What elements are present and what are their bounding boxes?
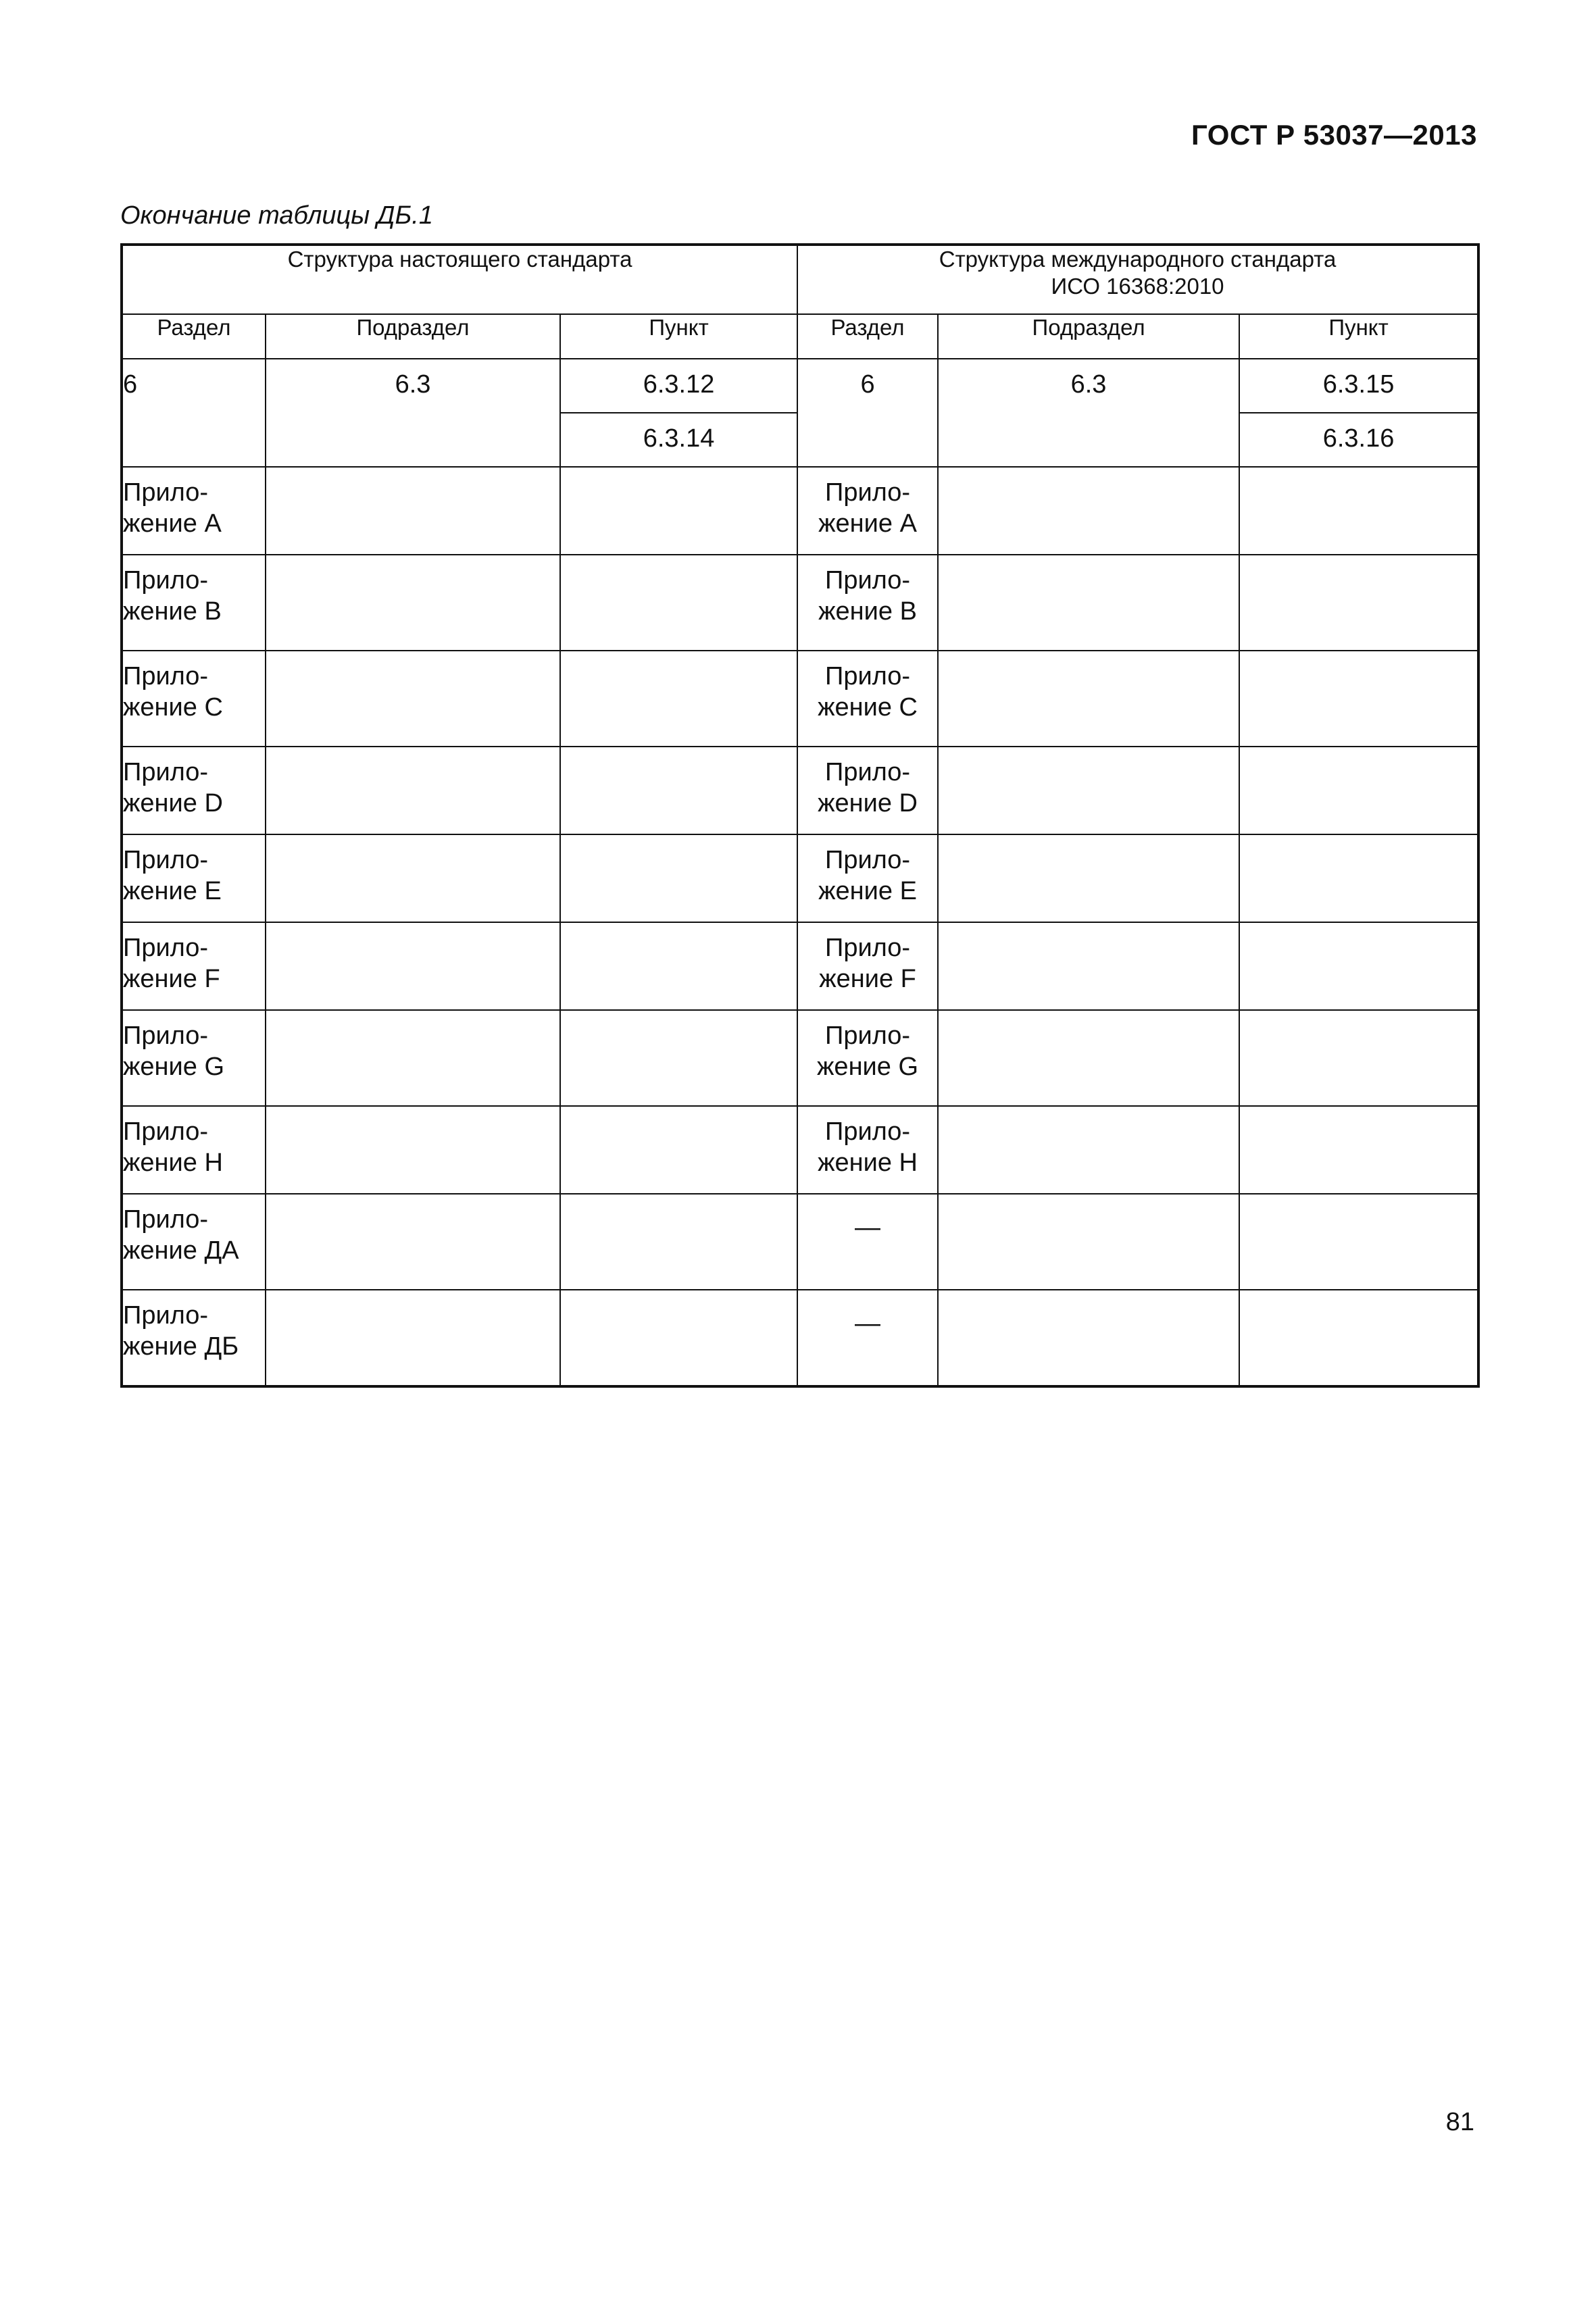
cell-appendix-left: Прило- жение G	[122, 1010, 266, 1106]
table-row	[122, 651, 1478, 747]
cell-empty	[266, 834, 560, 922]
cell-empty	[560, 1194, 797, 1290]
cell-empty	[266, 747, 560, 834]
cell-empty	[1239, 834, 1478, 922]
page-number: 81	[1445, 2108, 1474, 2136]
col-header-section-left: Раздел	[122, 314, 266, 359]
cell-empty	[266, 467, 560, 555]
cell-empty	[938, 834, 1239, 922]
table-row	[122, 922, 1478, 1010]
table-row	[122, 1106, 1478, 1194]
cell-appendix-right: Прило- жение A	[797, 467, 938, 555]
cell-empty	[266, 1106, 560, 1194]
cell-appendix-right: Прило- жение C	[797, 651, 938, 747]
cell-empty	[1239, 1194, 1478, 1290]
cell-empty	[938, 747, 1239, 834]
document-code: ГОСТ Р 53037—2013	[1191, 119, 1477, 151]
cell-empty	[560, 834, 797, 922]
cell-appendix-left: Прило- жение ДА	[122, 1194, 266, 1290]
group-header-this-standard: Структура настоящего стандарта	[122, 245, 797, 314]
cell-no-equivalent-dash: —	[797, 1290, 938, 1386]
cell-empty	[1239, 467, 1478, 555]
cell-empty	[1239, 651, 1478, 747]
cell-empty	[266, 922, 560, 1010]
cell-no-equivalent-dash: —	[797, 1194, 938, 1290]
cell-empty	[938, 1290, 1239, 1386]
cell-appendix-left: Прило- жение H	[122, 1106, 266, 1194]
cell-empty	[266, 1010, 560, 1106]
group-header-row	[122, 245, 1478, 314]
cell-empty	[266, 1290, 560, 1386]
cell-appendix-right: Прило- жение G	[797, 1010, 938, 1106]
cell-appendix-left: Прило- жение ДБ	[122, 1290, 266, 1386]
cell-empty	[560, 922, 797, 1010]
cell-appendix-left: Прило- жение C	[122, 651, 266, 747]
cell-empty	[266, 651, 560, 747]
cell-empty	[266, 555, 560, 651]
cell-empty	[560, 1290, 797, 1386]
cell-empty	[1239, 747, 1478, 834]
cell-section-right: 6	[797, 359, 938, 467]
col-header-clause-right: Пункт	[1239, 314, 1478, 359]
cell-clause-right: 6.3.15	[1239, 359, 1478, 413]
cell-empty	[938, 1194, 1239, 1290]
cell-appendix-left: Прило- жение B	[122, 555, 266, 651]
group-header-right-line1: Структура международного стандарта	[939, 247, 1337, 272]
cell-appendix-right: Прило- жение D	[797, 747, 938, 834]
cell-empty	[560, 1010, 797, 1106]
cell-subsection-right: 6.3	[938, 359, 1239, 467]
cell-clause-right: 6.3.16	[1239, 413, 1478, 467]
cell-empty	[1239, 1010, 1478, 1106]
table-caption: Окончание таблицы ДБ.1	[120, 201, 433, 230]
group-header-right-line2: ИСО 16368:2010	[1051, 274, 1224, 299]
cell-appendix-left: Прило- жение E	[122, 834, 266, 922]
cell-empty	[938, 922, 1239, 1010]
cell-appendix-left: Прило- жение A	[122, 467, 266, 555]
table-row	[122, 555, 1478, 651]
cell-empty	[938, 1106, 1239, 1194]
cell-empty	[560, 467, 797, 555]
cell-appendix-left: Прило- жение D	[122, 747, 266, 834]
group-header-international-standard	[797, 245, 1478, 314]
cell-appendix-right: Прило- жение H	[797, 1106, 938, 1194]
table-row	[122, 1194, 1478, 1290]
cell-empty	[938, 1010, 1239, 1106]
table-row	[122, 1290, 1478, 1386]
cell-clause-left: 6.3.12	[560, 359, 797, 413]
cell-empty	[560, 651, 797, 747]
cell-empty	[938, 651, 1239, 747]
cell-appendix-right: Прило- жение E	[797, 834, 938, 922]
cell-empty	[1239, 1106, 1478, 1194]
cell-empty	[266, 1194, 560, 1290]
cell-empty	[560, 555, 797, 651]
col-header-subsection-right: Подраздел	[938, 314, 1239, 359]
cell-subsection-left: 6.3	[266, 359, 560, 467]
cell-appendix-right: Прило- жение F	[797, 922, 938, 1010]
table-row	[122, 1010, 1478, 1106]
table-row	[122, 359, 1478, 413]
cell-empty	[938, 467, 1239, 555]
table-row	[122, 467, 1478, 555]
col-header-section-right: Раздел	[797, 314, 938, 359]
column-header-row	[122, 314, 1478, 359]
cell-appendix-right: Прило- жение B	[797, 555, 938, 651]
cell-empty	[1239, 555, 1478, 651]
cell-section-left: 6	[122, 359, 266, 467]
table-row	[122, 834, 1478, 922]
col-header-subsection-left: Подраздел	[266, 314, 560, 359]
cell-empty	[1239, 1290, 1478, 1386]
cell-empty	[938, 555, 1239, 651]
cell-appendix-left: Прило- жение F	[122, 922, 266, 1010]
cell-empty	[1239, 922, 1478, 1010]
col-header-clause-left: Пункт	[560, 314, 797, 359]
correspondence-table	[120, 243, 1480, 1388]
table-row	[122, 747, 1478, 834]
cell-clause-left: 6.3.14	[560, 413, 797, 467]
cell-empty	[560, 1106, 797, 1194]
cell-empty	[560, 747, 797, 834]
